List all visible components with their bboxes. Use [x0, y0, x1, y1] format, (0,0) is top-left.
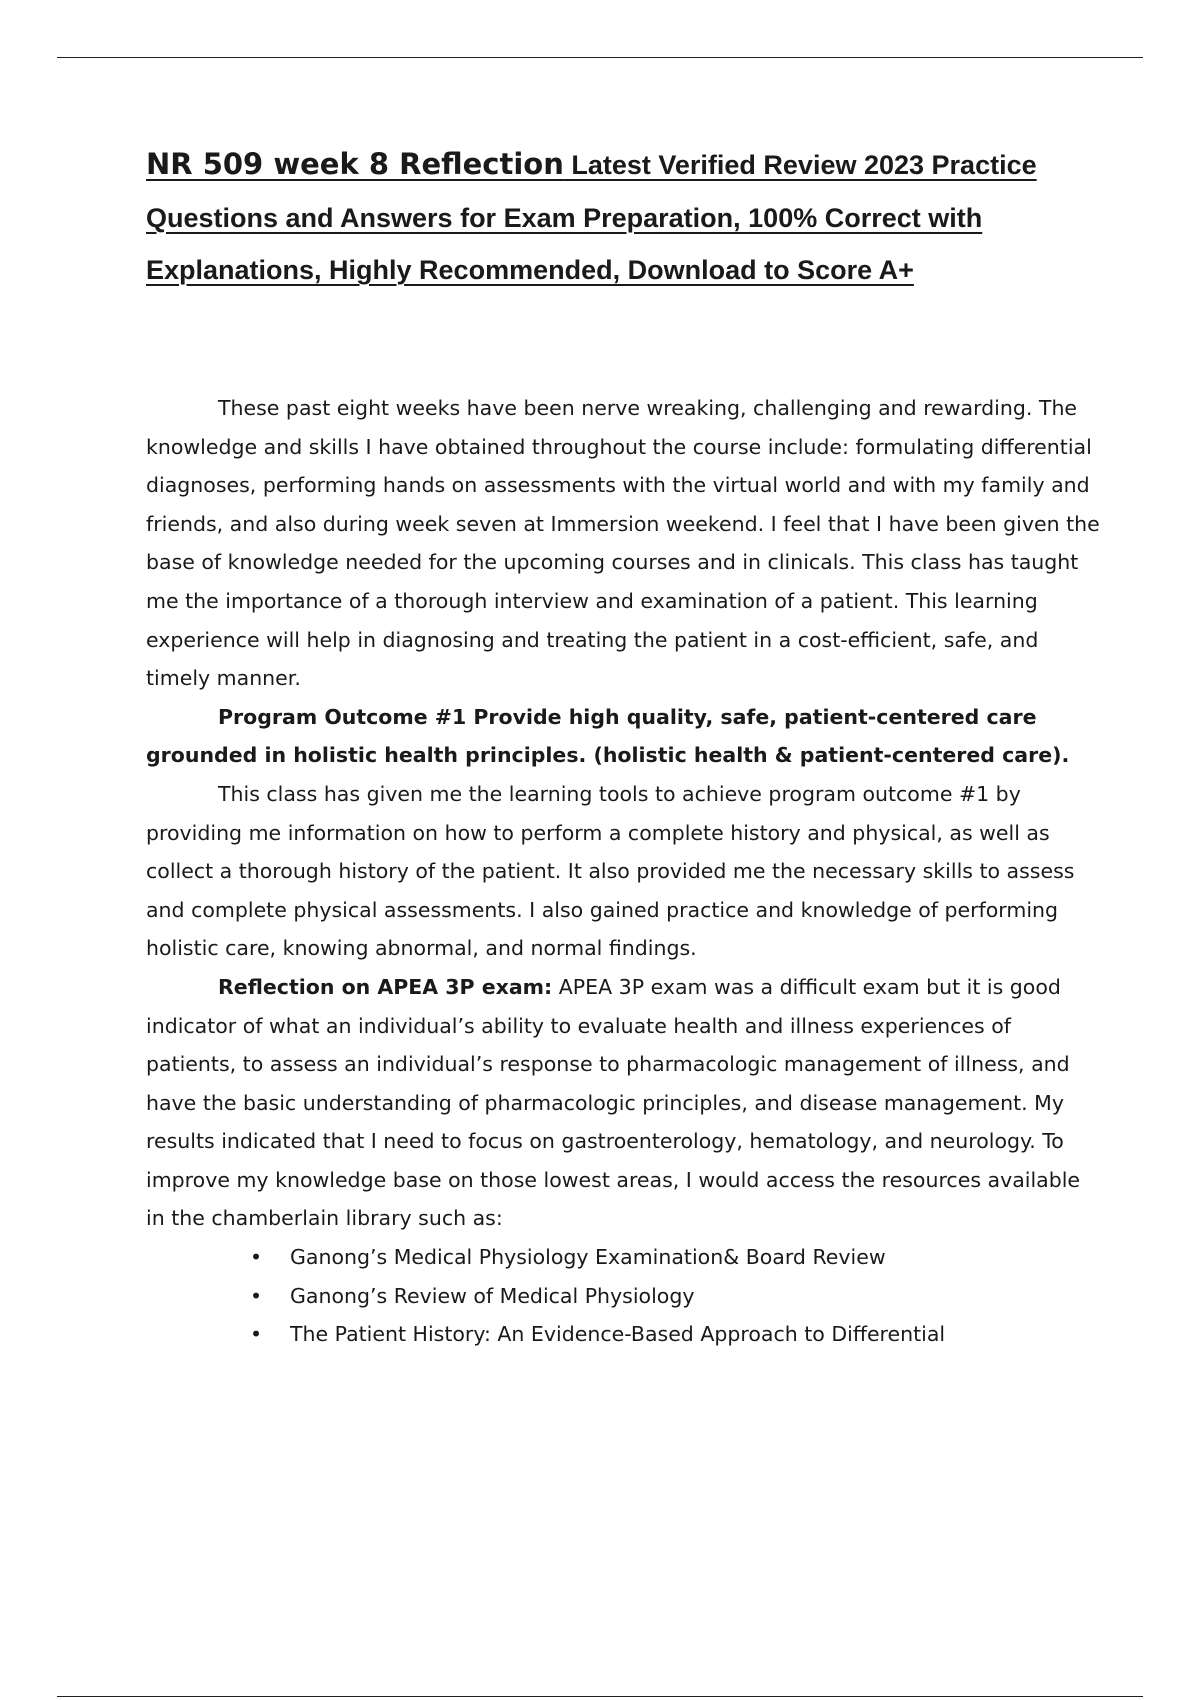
- bullet-icon: •: [250, 1322, 263, 1347]
- program-outcome-paragraph: This class has given me the learning tools to achieve program outcome #1 by providing me information on how to perform a complete history and physical, as well as collect a thorough history of the patient. It also provided me the necessary skills to assess and complete physical assessments. I also gained practice and knowledge of performing holistic care, knowing abnormal, and normal findings.: [146, 781, 1075, 961]
- apea-reflection-paragraph: [146, 968, 1101, 1238]
- resource-text: The Patient History: An Evidence-Based Approach to Differential: [290, 1322, 946, 1347]
- list-item: [250, 1315, 1101, 1354]
- resource-text: Ganong’s Review of Medical Physiology: [290, 1283, 695, 1308]
- bullet-icon: •: [250, 1283, 263, 1308]
- intro-paragraph: These past eight weeks have been nerve wreaking, challenging and rewarding. The knowledge and skills I have obtained throughout the course include: formulating differential diagnoses, performing hands on assessments with the virtual world and with my family and friends, and also during week seven at Immersion weekend. I feel that I have been given the base of knowledge needed for the upcoming courses and in clinicals. This class has taught me the importance of a thorough interview and examination of a patient. This learning experience will help in diagnosing and treating the patient in a cost-efficient, safe, and timely manner.: [146, 396, 1100, 691]
- resource-text: Ganong’s Medical Physiology Examination& Board Review: [290, 1245, 886, 1270]
- program-outcome-heading: [146, 698, 1101, 775]
- list-item: [250, 1277, 1101, 1316]
- title-rest: Latest Verified Review 2023 Practice Questions and Answers for Exam Preparation, 100% Correct with Explanations, Highly Recommended, Download to Score A+: [146, 150, 1037, 285]
- list-item: [250, 1238, 1101, 1277]
- program-outcome-text: Program Outcome #1 Provide high quality, safe, patient-centered care grounded in holistic health principles. (holistic health & patient-centered care).: [146, 704, 1070, 768]
- document-title: [146, 138, 1106, 297]
- document-body: [146, 389, 1101, 1354]
- footer-rule: [57, 1696, 1143, 1697]
- header-rule: [57, 57, 1143, 58]
- resource-list: [146, 1238, 1101, 1354]
- apea-reflection-label: Reflection on APEA 3P exam:: [218, 974, 553, 999]
- apea-reflection-text: APEA 3P exam was a difficult exam but it is good indicator of what an individual’s ability to evaluate health and illness experiences of patients, to assess an individual’s response to pharmacologic management of illness, and have the basic understanding of pharmacologic principles, and disease management. My results indicated that I need to focus on gastroenterology, hematology, and neurology. To improve my knowledge base on those lowest areas, I would access the resources available in the chamberlain library such as:: [146, 974, 1081, 1231]
- bullet-icon: •: [250, 1245, 263, 1270]
- title-lead: NR 509 week 8 Reflection: [146, 147, 564, 181]
